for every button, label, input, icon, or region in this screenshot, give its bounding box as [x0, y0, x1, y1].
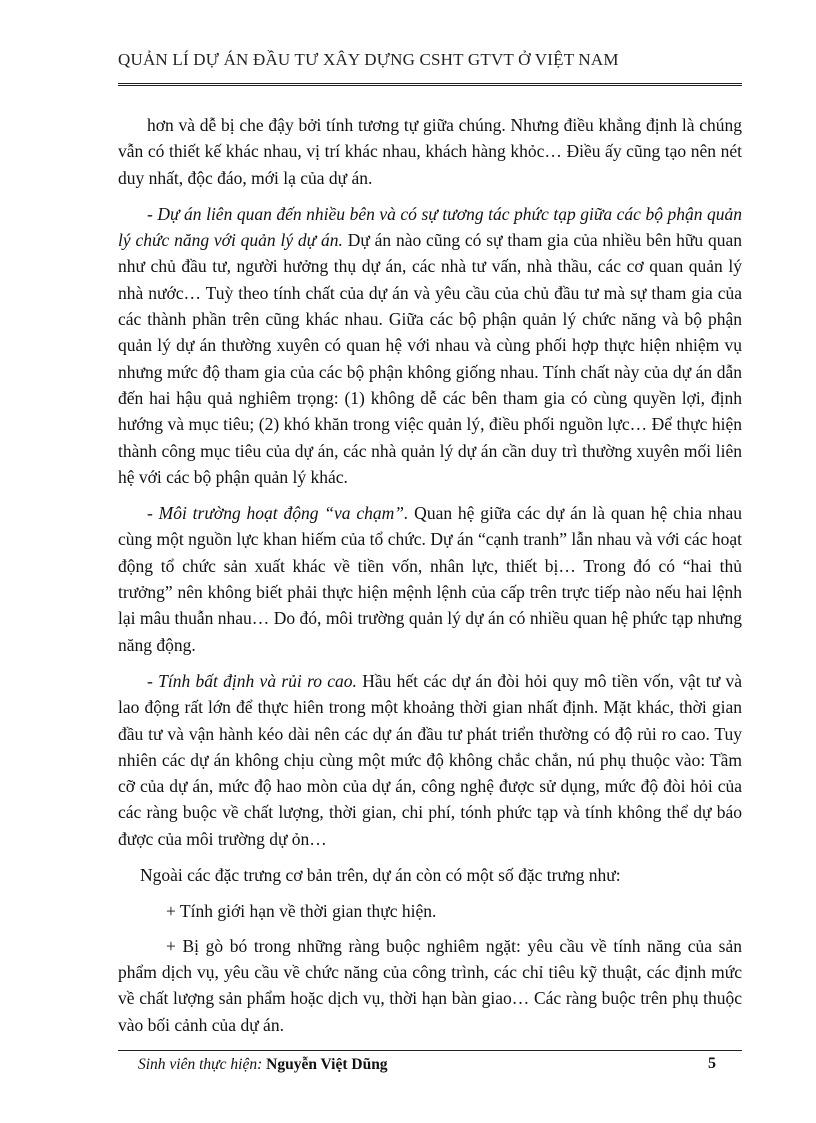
footer-label: Sinh viên thực hiện: [138, 1056, 258, 1073]
footer-name: Nguyễn Việt Dũng: [266, 1056, 388, 1073]
paragraph-environment: [118, 500, 742, 658]
page-body: [118, 112, 742, 1048]
paragraph-text: Dự án nào cũng có sự tham gia của nhiều bên hữu quan như chủ đầu tư, người hưởng thụ dự án, các nhà tư vấn, nhà thầu, các cơ quan quản lý nhà nước… Tuỳ theo tính chất của dự án và yêu cầu của chủ đầu tư mà sự tham gia của các thành phần trên cũng khác nhau. Giữa các bộ phận quản lý chức năng và bộ phận quản lý dự án thường xuyên có quan hệ với nhau và cùng phối hợp thực hiện nhiệm vụ nhưng mức độ tham gia của các bộ phận không giống nhau. Tính chất này của dự án dẫn đến hai hậu quả nghiêm trọng: (1) không dễ các bên tham gia có cùng quyền lợi, định hướng và mục tiêu; (2) khó khăn trong việc quản lý, điều phối nguồn lực… Để thực hiện thành công mục tiêu của dự án, các nhà quản lý dự án cần duy trì thường xuyên mối liên hệ với các bộ phận quản lý khác.: [118, 230, 742, 487]
footer-divider: [118, 1050, 742, 1051]
paragraph-lead: - Tính bất định và rủi ro cao.: [147, 670, 357, 691]
header-divider: [118, 83, 742, 88]
paragraph-text: Quan hệ giữa các dự án là quan hệ chia nhau cùng một nguồn lực khan hiếm của tổ chức. Dự án “cạnh tranh” lẫn nhau và với các hoạt động tổ chức sản xuất khác về tiền vốn, nhân lực, thiết bị… Trong đó có “hai thủ trưởng” nên không biết phải thực hiện mệnh lệnh của cấp trên trực tiếp nào nếu hai lệnh lại mâu thuẫn nhau… Do đó, môi trường quản lý dự án có nhiều quan hệ phức tạp nhưng năng động.: [118, 503, 743, 655]
paragraph-continuation: hơn và dễ bị che đậy bởi tính tương tự giữa chúng. Nhưng điều khẳng định là chúng vẫn có thiết kế khác nhau, vị trí khác nhau, khách hàng khỏc… Điều ấy cũng tạo nên nét duy nhất, độc đáo, mới lạ của dự án.: [118, 115, 742, 188]
bullet-time-limit: + Tính giới hạn về thời gian thực hiện.: [166, 901, 437, 922]
footer-author: Sinh viên thực hiện: Nguyễn Việt Dũng: [138, 1056, 388, 1073]
paragraph-risk: [118, 668, 742, 852]
bullet-constraints: + Bị gò bó trong những ràng buộc nghiêm ngặt: yêu cầu về tính năng của sản phẩm dịch vụ, yêu cầu về chức năng của công trình, các chỉ tiêu kỹ thuật, các định mức về chất lượng sản phẩm hoặc dịch vụ, thời hạn bàn giao… Các ràng buộc trên phụ thuộc vào bối cảnh của dự án.: [118, 935, 742, 1035]
page-number: 5: [708, 1055, 716, 1072]
paragraph-other-features: Ngoài các đặc trưng cơ bản trên, dự án còn có một số đặc trưng như:: [140, 865, 621, 886]
paragraph-lead: - Dự án liên quan đến nhiều bên và có sự tương tác phức tạp giữa các bộ phận quản lý chức năng với quản lý dự án.: [118, 203, 742, 251]
running-header: QUẢN LÍ DỰ ÁN ĐẦU TƯ XÂY DỰNG CSHT GTVT Ở VIỆT NAM: [118, 50, 619, 69]
paragraph-text: Hầu hết các dự án đòi hỏi quy mô tiền vốn, vật tư và lao động rất lớn để thực hiên trong một khoảng thời gian nhất định. Mặt khác, thời gian đầu tư và vận hành kéo dài nên các dự án đầu tư phát triển thường có độ rủi ro cao. Tuy nhiên các dự án không chịu cùng một mức độ không chắc chắn, nú phụ thuộc vào: Tầm cỡ của dự án, mức độ hao mòn của dự án, công nghệ được sử dụng, mức độ đòi hỏi của các ràng buộc về chất lượng, thời gian, chi phí, tónh phức tạp và tính không thể dự báo được của môi trường dự ỏn…: [118, 670, 742, 849]
paragraph-lead: - Môi trường hoạt động “va chạm”.: [147, 503, 409, 524]
paragraph-multi-party: [118, 201, 742, 490]
